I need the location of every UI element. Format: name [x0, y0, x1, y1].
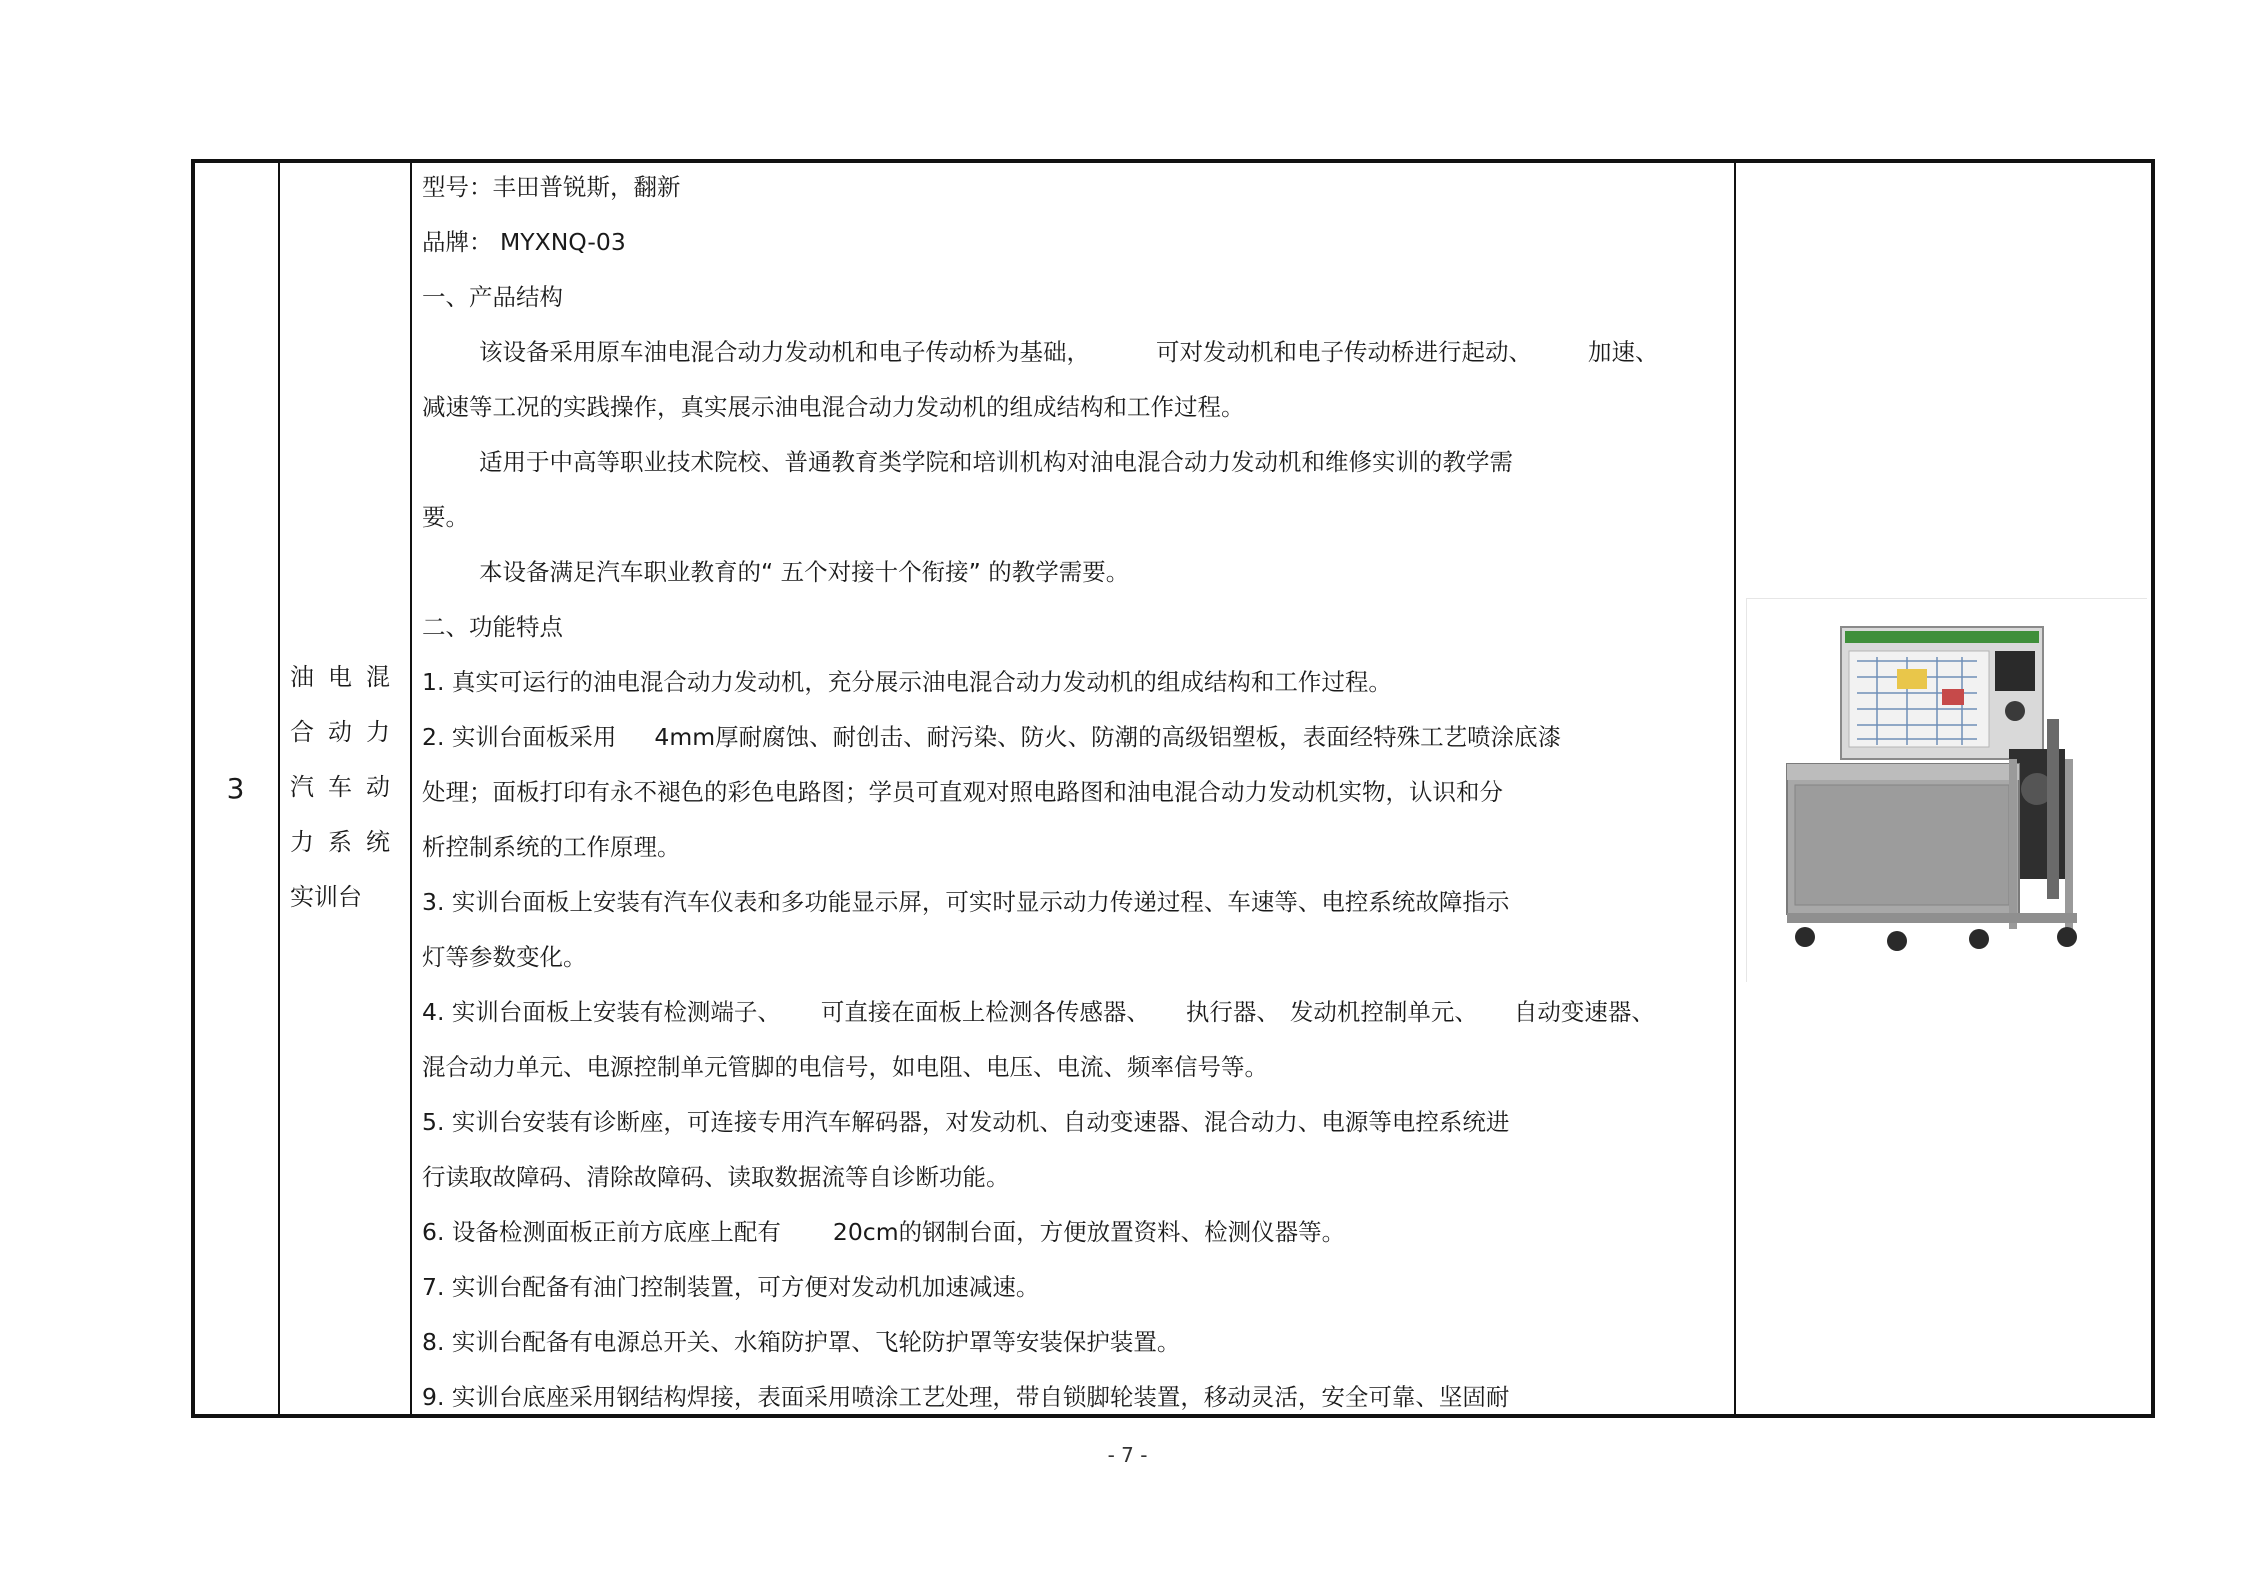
product-name	[290, 650, 400, 925]
feature-line: 3. 实训台面板上安装有汽车仪表和多功能显示屏，可实时显示动力传递过程、车速等、电控系统故障指示	[422, 888, 1510, 916]
training-bench-photo	[1746, 598, 2147, 982]
description	[422, 160, 1722, 1425]
product-name-line: 力 系 统	[290, 828, 390, 856]
product-name-line: 油 电 混	[290, 663, 390, 691]
row-number: 3	[226, 772, 245, 805]
paragraph-line: 要。	[422, 503, 469, 531]
page-number: - 7 -	[1107, 1443, 1148, 1467]
paragraph-line: 适用于中高等职业技术院校、普通教育类学院和培训机构对油电混合动力发动机和维修实训的教学需	[479, 448, 1513, 476]
feature-line: 析控制系统的工作原理。	[422, 833, 681, 861]
product-name-line: 汽 车 动	[290, 773, 390, 801]
column-divider	[278, 159, 280, 1418]
paragraph-line: 减速等工况的实践操作，真实展示油电混合动力发动机的组成结构和工作过程。	[422, 393, 1245, 421]
paragraph-line: 该设备采用原车油电混合动力发动机和电子传动桥为基础， 可对发动机和电子传动桥进行起动、 加速、	[479, 338, 1659, 366]
section-heading: 二、功能特点	[422, 613, 563, 641]
feature-line: 混合动力单元、电源控制单元管脚的电信号，如电阻、电压、电流、频率信号等。	[422, 1053, 1268, 1081]
feature-line: 4. 实训台面板上安装有检测端子、 可直接在面板上检测各传感器、 执行器、 发动机控制单元、 自动变速器、	[422, 998, 1655, 1026]
brand-line: 品牌： MYXNQ-03	[422, 228, 626, 256]
product-name-line: 实训台	[290, 883, 362, 911]
section-heading: 一、产品结构	[422, 283, 563, 311]
feature-line: 行读取故障码、清除故障码、读取数据流等自诊断功能。	[422, 1163, 1010, 1191]
feature-line: 7. 实训台配备有油门控制装置，可方便对发动机加速减速。	[422, 1273, 1040, 1301]
feature-line: 灯等参数变化。	[422, 943, 587, 971]
column-divider	[410, 159, 412, 1418]
feature-line: 6. 设备检测面板正前方底座上配有 20cm的钢制台面，方便放置资料、检测仪器等。	[422, 1218, 1346, 1246]
product-name-line: 合 动 力	[290, 718, 390, 746]
feature-line: 处理；面板打印有永不褪色的彩色电路图；学员可直观对照电路图和油电混合动力发动机实物，认识和分	[422, 778, 1503, 806]
model-line: 型号：丰田普锐斯，翻新	[422, 173, 681, 201]
feature-line: 8. 实训台配备有电源总开关、水箱防护罩、飞轮防护罩等安装保护装置。	[422, 1328, 1181, 1356]
column-divider	[1734, 159, 1736, 1418]
paragraph-line: 本设备满足汽车职业教育的“ 五个对接十个衔接” 的教学需要。	[479, 558, 1130, 586]
feature-line: 1. 真实可运行的油电混合动力发动机，充分展示油电混合动力发动机的组成结构和工作过程。	[422, 668, 1392, 696]
feature-line: 5. 实训台安装有诊断座，可连接专用汽车解码器，对发动机、自动变速器、混合动力、电源等电控系统进	[422, 1108, 1510, 1136]
feature-line: 2. 实训台面板采用 4mm厚耐腐蚀、耐创击、耐污染、防火、防潮的高级铝塑板，表面经特殊工艺喷涂底漆	[422, 723, 1562, 751]
feature-line: 9. 实训台底座采用钢结构焊接，表面采用喷涂工艺处理，带自锁脚轮装置，移动灵活，安全可靠、坚固耐	[422, 1383, 1510, 1411]
